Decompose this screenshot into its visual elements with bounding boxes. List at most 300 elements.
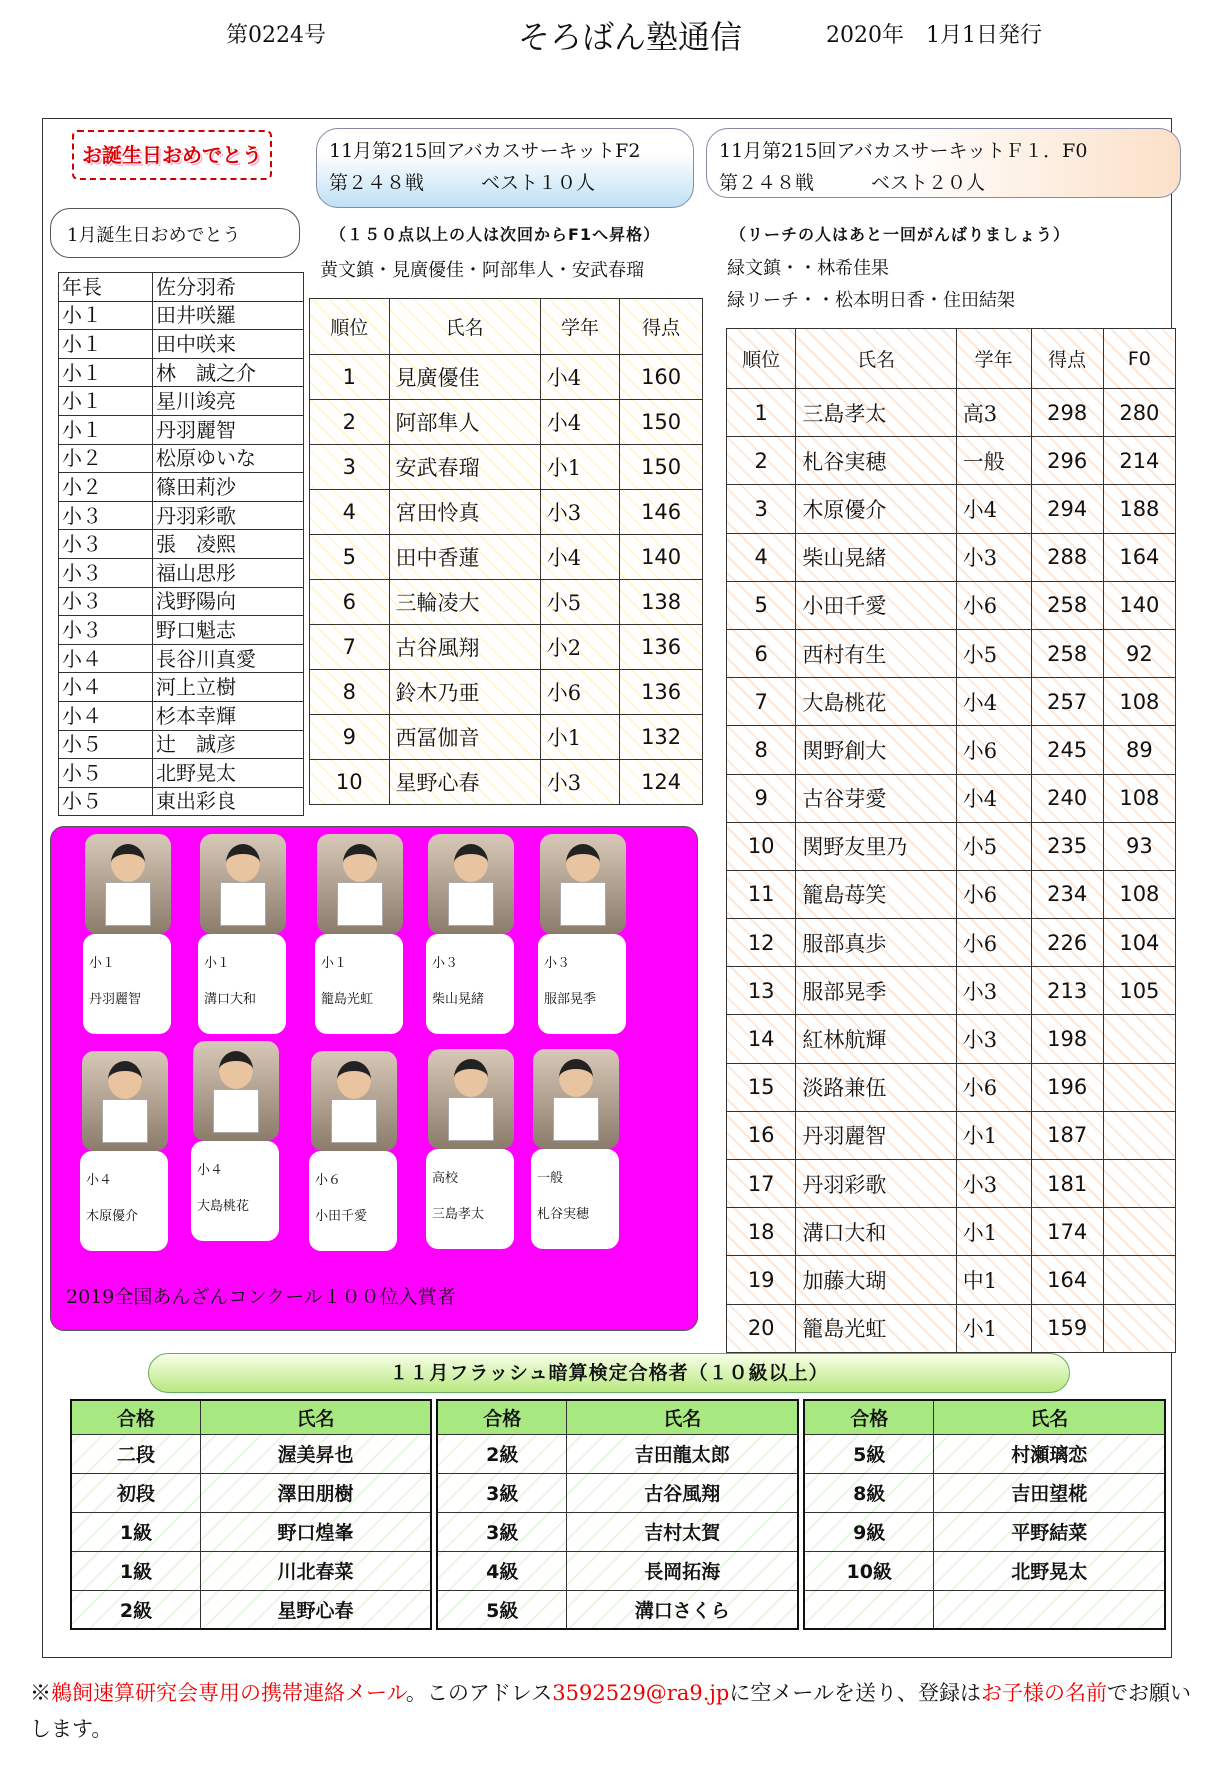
f0-score-cell [1103,1063,1175,1111]
ranking-row [727,967,1176,1015]
score-cell: 136 [620,625,703,670]
score-cell: 294 [1031,485,1103,533]
winner-photo [428,1049,514,1149]
birthday-row [59,616,304,645]
rank-cell: 19 [727,1256,796,1304]
score-cell: 245 [1031,726,1103,774]
grade-cell: 小3 [956,1160,1031,1208]
ranking-row [727,1015,1176,1063]
f0-score-cell: 92 [1103,629,1175,677]
f0-score-cell: 214 [1103,437,1175,485]
ranking-row [727,1208,1176,1256]
flash-header: 合格 [437,1400,567,1434]
child-figure [559,1059,593,1097]
name-cell: 服部晃季 [796,967,956,1015]
flash-row [71,1512,431,1551]
birthday-month-label: 1月誕生日おめでとう [50,208,300,258]
birthday-name: 丹羽彩歌 [153,501,304,530]
grade-cell: 小1 [540,445,620,490]
birthday-table [58,272,304,816]
score-cell: 240 [1031,774,1103,822]
name-cell: 加藤大瑚 [796,1256,956,1304]
f2-promoted: 黄文鎮・見廣優佳・阿部隼人・安武春瑠 [320,260,644,281]
f0-score-cell: 280 [1103,389,1175,437]
birthday-row [59,387,304,416]
rank-cell: 3 [727,485,796,533]
name-cell: 三島孝太 [796,389,956,437]
winner-photo [82,1051,168,1151]
birthday-name: 林 誠之介 [153,358,304,387]
score-cell: 181 [1031,1160,1103,1208]
f1-green-paperweight: 緑文鎮・・林希佳果 [727,258,889,279]
winner-photo [193,1041,279,1141]
grade-cell: 小5 [540,580,620,625]
contest-label: 2019全国あんざんコンクール１００位入賞者 [66,1286,456,1308]
certificate [448,1097,494,1141]
issue-date: 2020年 1月1日発行 [826,23,1042,48]
rank-cell: 9 [310,715,390,760]
flash-name: 吉村太賀 [567,1512,798,1551]
flash-level: 2級 [71,1590,201,1629]
winner-label [426,934,514,1034]
birthday-row [59,301,304,330]
flash-header: 氏名 [201,1400,431,1434]
flash-table-3 [803,1399,1166,1630]
grade-cell: 小6 [956,870,1031,918]
birthday-row [59,444,304,473]
winner-label [426,1149,514,1249]
winner-label [80,1151,168,1251]
ranking-row [310,625,703,670]
grade-cell: 小6 [540,670,620,715]
rank-cell: 1 [310,355,390,400]
flash-level: 二段 [71,1434,201,1473]
birthday-grade: 小３ [59,587,153,616]
birthday-row [59,530,304,559]
certificate [220,882,266,926]
f1-header: 得点 [1031,329,1103,389]
rank-cell: 5 [310,535,390,580]
birthday-grade: 小１ [59,387,153,416]
score-cell: 159 [1031,1304,1103,1352]
birthday-grade: 小５ [59,730,153,759]
score-cell: 235 [1031,822,1103,870]
ranking-row [727,1063,1176,1111]
footer-mark: ※ [30,1681,51,1705]
flash-row [804,1512,1165,1551]
certificate [553,1097,599,1141]
flash-row [437,1473,798,1512]
name-cell: 三輪凌大 [389,580,540,625]
grade-cell: 小4 [540,355,620,400]
issue-number: 第0224号 [226,23,326,48]
name-cell: 田中香蓮 [389,535,540,580]
rank-cell: 9 [727,774,796,822]
rank-cell: 17 [727,1160,796,1208]
f1-ranking-table [726,328,1176,1353]
grade-cell: 小4 [956,774,1031,822]
flash-row [804,1551,1165,1590]
child-figure [454,1059,488,1097]
flash-table-1 [70,1399,432,1630]
winner-name: 札谷実穂 [537,1207,590,1222]
flash-name: 川北春菜 [201,1551,431,1590]
flash-row [71,1434,431,1473]
child-figure [219,1051,253,1089]
rank-cell: 8 [727,726,796,774]
birthday-grade: 小３ [59,501,153,530]
winner-label [309,1151,397,1251]
birthday-grade: 年長 [59,273,153,302]
rank-cell: 7 [727,678,796,726]
winner-grade: 小１ [204,956,231,971]
name-cell: 溝口大和 [796,1208,956,1256]
footer-text-3: でお願いします。 [30,1681,1191,1741]
name-cell: 西冨伽音 [389,715,540,760]
rank-cell: 2 [727,437,796,485]
flash-header: 氏名 [567,1400,798,1434]
name-cell: 鈴木乃亜 [389,670,540,715]
flash-row [71,1590,431,1629]
winner-name: 丹羽麗智 [89,992,142,1007]
ranking-row [727,870,1176,918]
certificate [102,1099,148,1143]
child-figure [343,844,377,882]
birthday-row [59,730,304,759]
f1-header: F0 [1103,329,1175,389]
grade-cell: 小1 [956,1304,1031,1352]
score-cell: 257 [1031,678,1103,726]
score-cell: 150 [620,400,703,445]
grade-cell: 小4 [540,400,620,445]
name-cell: 紅林航輝 [796,1015,956,1063]
winner-name: 木原優介 [86,1209,139,1224]
flash-name: 溝口さくら [567,1590,798,1629]
name-cell: 丹羽彩歌 [796,1160,956,1208]
winner-photo [428,834,514,934]
ranking-row [727,1160,1176,1208]
name-cell: 木原優介 [796,485,956,533]
birthday-grade: 小１ [59,415,153,444]
winner-label [198,934,286,1034]
winner-photo [317,834,403,934]
grade-cell: 小3 [540,490,620,535]
birthday-name: 辻 誠彦 [153,730,304,759]
f0-score-cell: 93 [1103,822,1175,870]
birthday-grade: 小４ [59,701,153,730]
winner-name: 柴山晃緒 [432,992,485,1007]
birthday-name: 田井咲羅 [153,301,304,330]
score-cell: 132 [620,715,703,760]
birthday-row [59,787,304,816]
certificate [560,882,606,926]
f0-score-cell: 108 [1103,870,1175,918]
birthday-name: 田中咲来 [153,330,304,359]
winner-grade: 小１ [89,956,116,971]
winner-name: 溝口大和 [204,992,257,1007]
score-cell: 298 [1031,389,1103,437]
birthday-name: 野口魁志 [153,616,304,645]
winner-label [315,934,403,1034]
birthday-grade: 小１ [59,330,153,359]
grade-cell: 小2 [540,625,620,670]
flash-name: 北野晃太 [934,1551,1165,1590]
grade-cell: 小3 [956,967,1031,1015]
f1-header: 順位 [727,329,796,389]
ranking-row [727,485,1176,533]
f2-header: 氏名 [389,299,540,355]
ranking-row [727,581,1176,629]
score-cell: 160 [620,355,703,400]
ranking-row [727,533,1176,581]
birthday-row [59,501,304,530]
f2-title-box [316,128,694,208]
flash-header: 氏名 [934,1400,1165,1434]
birthday-row [59,759,304,788]
birthday-grade: 小２ [59,473,153,502]
rank-cell: 5 [727,581,796,629]
birthday-grade: 小３ [59,616,153,645]
child-figure [108,1061,142,1099]
ranking-row [727,437,1176,485]
grade-cell: 中1 [956,1256,1031,1304]
birthday-name: 松原ゆいな [153,444,304,473]
winner-grade: 小４ [197,1163,224,1178]
child-figure [454,844,488,882]
rank-cell: 7 [310,625,390,670]
birthday-row [59,330,304,359]
winner-label [538,934,626,1034]
rank-cell: 6 [727,629,796,677]
winner-label [83,934,171,1034]
score-cell: 164 [1031,1256,1103,1304]
rank-cell: 12 [727,919,796,967]
f0-score-cell: 108 [1103,678,1175,726]
rank-cell: 4 [727,533,796,581]
rank-cell: 14 [727,1015,796,1063]
name-cell: 柴山晃緒 [796,533,956,581]
f2-subtitle: 第２４８戦 ベスト１０人 [329,172,596,194]
f0-score-cell [1103,1208,1175,1256]
birthday-row [59,273,304,302]
grade-cell: 小5 [956,629,1031,677]
rank-cell: 1 [727,389,796,437]
winner-grade: 小６ [315,1173,342,1188]
flash-level: 4級 [437,1551,567,1590]
ranking-row [727,629,1176,677]
score-cell: 150 [620,445,703,490]
rank-cell: 10 [310,760,390,805]
name-cell: 小田千愛 [796,581,956,629]
f0-score-cell: 89 [1103,726,1175,774]
rank-cell: 3 [310,445,390,490]
ranking-row [310,400,703,445]
winner-name: 服部晃季 [544,992,597,1007]
f1-note: （リーチの人はあと一回がんばりましょう） [730,225,1071,244]
f1-header: 学年 [956,329,1031,389]
score-cell: 146 [620,490,703,535]
score-cell: 296 [1031,437,1103,485]
score-cell: 226 [1031,919,1103,967]
birthday-grade: 小５ [59,787,153,816]
ranking-row [310,490,703,535]
flash-row [71,1551,431,1590]
name-cell: 籠島光虹 [796,1304,956,1352]
child-figure [566,844,600,882]
score-cell: 196 [1031,1063,1103,1111]
birthday-name: 篠田莉沙 [153,473,304,502]
flash-level: 1級 [71,1512,201,1551]
f2-title: 11月第215回アバカスサーキットF2 [329,140,641,162]
flash-name: 野口煌峯 [201,1512,431,1551]
birthday-name: 北野晃太 [153,759,304,788]
rank-cell: 13 [727,967,796,1015]
winner-photo [533,1049,619,1149]
child-figure [111,844,145,882]
ranking-row [310,760,703,805]
flash-row [437,1512,798,1551]
flash-name: 古谷風翔 [567,1473,798,1512]
flash-row [71,1473,431,1512]
grade-cell: 小3 [956,533,1031,581]
birthday-grade: 小２ [59,444,153,473]
winner-name: 籠島光虹 [321,992,374,1007]
rank-cell: 20 [727,1304,796,1352]
flash-row [804,1590,1165,1629]
f1-subtitle: 第２４８戦 ベスト２０人 [719,172,986,194]
grade-cell: 小6 [956,1063,1031,1111]
score-cell: 138 [620,580,703,625]
flash-name: 澤田朋樹 [201,1473,431,1512]
footer-child-name: お子様の名前 [980,1681,1107,1705]
flash-title: １１月フラッシュ暗算検定合格者（１０級以上） [148,1353,1070,1393]
f0-score-cell: 108 [1103,774,1175,822]
certificate [213,1089,259,1133]
score-cell: 198 [1031,1015,1103,1063]
grade-cell: 小5 [956,822,1031,870]
birthday-grade: 小５ [59,759,153,788]
winner-name: 大島桃花 [197,1199,250,1214]
f2-ranking-table [309,298,703,805]
rank-cell: 6 [310,580,390,625]
flash-row [804,1434,1165,1473]
flash-name [934,1590,1165,1629]
ranking-row [310,535,703,580]
birthday-banner: お誕生日おめでとう [72,130,272,180]
f0-score-cell: 105 [1103,967,1175,1015]
rank-cell: 15 [727,1063,796,1111]
name-cell: 安武春瑠 [389,445,540,490]
grade-cell: 小1 [540,715,620,760]
f1-title: 11月第215回アバカスサーキットＦ１．F0 [719,140,1088,162]
grade-cell: 小3 [540,760,620,805]
winner-grade: 小４ [86,1173,113,1188]
ranking-row [727,726,1176,774]
name-cell: 阿部隼人 [389,400,540,445]
winner-grade: 小１ [321,956,348,971]
rank-cell: 11 [727,870,796,918]
score-cell: 288 [1031,533,1103,581]
flash-level: 5級 [437,1590,567,1629]
grade-cell: 小3 [956,1015,1031,1063]
birthday-row [59,701,304,730]
footer-note [30,1675,1200,1747]
winner-label [531,1149,619,1249]
ranking-row [727,822,1176,870]
ranking-row [727,1256,1176,1304]
score-cell: 258 [1031,629,1103,677]
birthday-name: 張 凌熙 [153,530,304,559]
flash-row [437,1590,798,1629]
flash-level: 2級 [437,1434,567,1473]
name-cell: 見廣優佳 [389,355,540,400]
grade-cell: 小6 [956,726,1031,774]
birthday-row [59,558,304,587]
child-figure [226,844,260,882]
winner-grade: 小３ [544,956,571,971]
f0-score-cell [1103,1256,1175,1304]
score-cell: 136 [620,670,703,715]
flash-table-2 [436,1399,799,1630]
winner-grade: 小３ [432,956,459,971]
winner-grade: 一般 [537,1171,564,1186]
ranking-row [310,580,703,625]
name-cell: 古谷芽愛 [796,774,956,822]
birthday-name: 福山思彤 [153,558,304,587]
f2-note: （１５０点以上の人は次回からF1へ昇格） [330,225,661,244]
grade-cell: 高3 [956,389,1031,437]
footer-email[interactable]: 3592529@ra9.jp [552,1681,730,1705]
birthday-grade: 小１ [59,358,153,387]
score-cell: 213 [1031,967,1103,1015]
f0-score-cell: 140 [1103,581,1175,629]
f0-score-cell: 104 [1103,919,1175,967]
flash-name: 星野心春 [201,1590,431,1629]
birthday-row [59,673,304,702]
birthday-row [59,358,304,387]
name-cell: 西村有生 [796,629,956,677]
flash-name: 平野結菜 [934,1512,1165,1551]
footer-mail-service: 鵜飼速算研究会専用の携帯連絡メール [51,1681,406,1705]
score-cell: 140 [620,535,703,580]
f2-header: 学年 [540,299,620,355]
flash-level: 初段 [71,1473,201,1512]
birthday-grade: 小４ [59,673,153,702]
score-cell: 258 [1031,581,1103,629]
f0-score-cell [1103,1111,1175,1159]
f0-score-cell: 164 [1103,533,1175,581]
child-figure [337,1061,371,1099]
f0-score-cell: 188 [1103,485,1175,533]
birthday-grade: 小３ [59,558,153,587]
flash-row [437,1434,798,1473]
f0-score-cell [1103,1160,1175,1208]
certificate [448,882,494,926]
grade-cell: 小4 [956,678,1031,726]
winner-name: 三島孝太 [432,1207,485,1222]
rank-cell: 10 [727,822,796,870]
name-cell: 関野友里乃 [796,822,956,870]
birthday-grade: 小４ [59,644,153,673]
flash-level: 5級 [804,1434,934,1473]
flash-name: 長岡拓海 [567,1551,798,1590]
rank-cell: 16 [727,1111,796,1159]
ranking-row [310,670,703,715]
rank-cell: 8 [310,670,390,715]
score-cell: 124 [620,760,703,805]
flash-row [437,1551,798,1590]
flash-level: 8級 [804,1473,934,1512]
